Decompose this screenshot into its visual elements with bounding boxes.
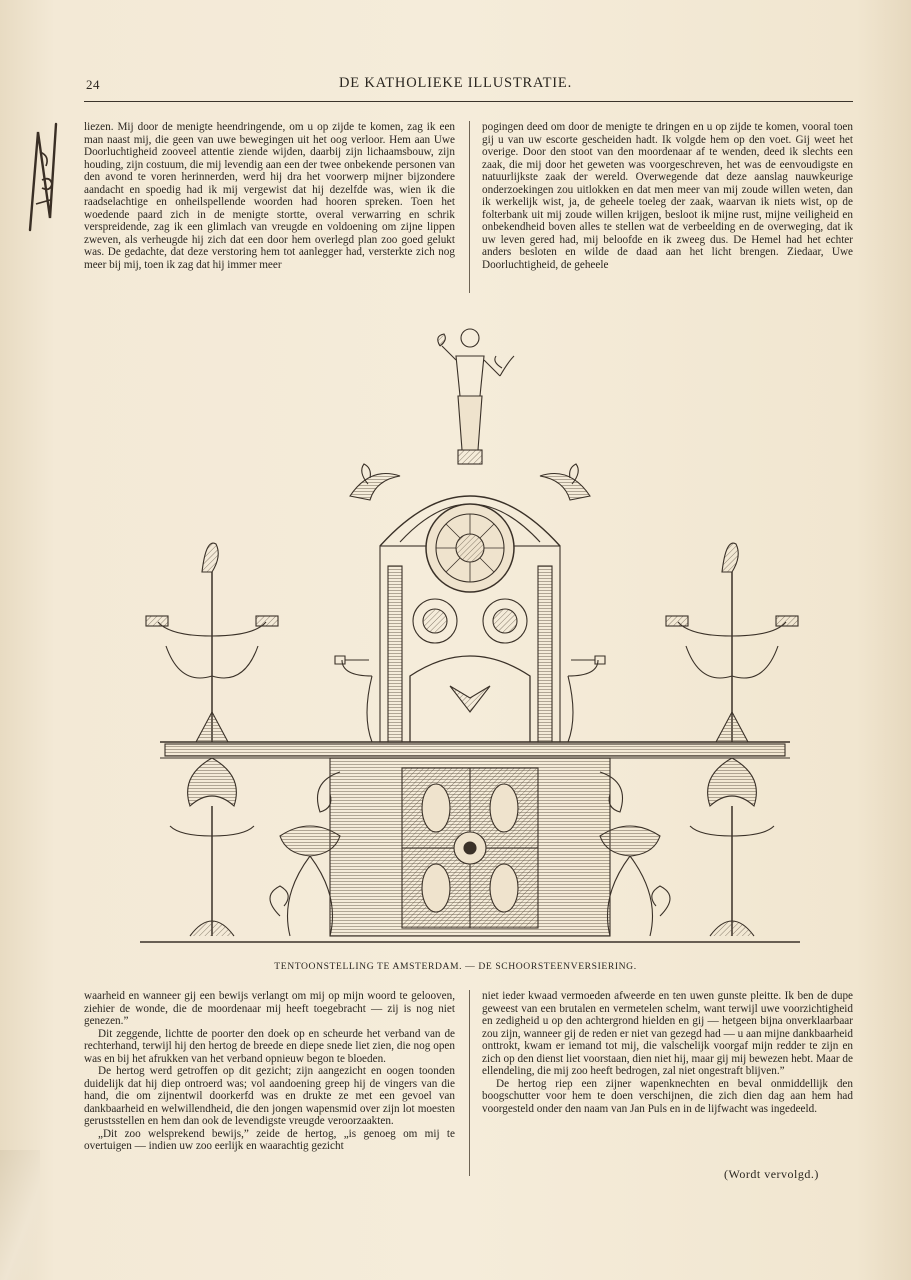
paragraph: De hertog werd getroffen op dit gezicht; zijn aangezicht en oogen toonden duidelijk dat hij diep ontroerd was; vol aandoening greep hij de vingers van die hand, die om zijnentwil doorkerfd was en drukte ze met een gevoel van dankbaarheid en welwillendheid, die den jongen wapensmid over zijn lot moesten gerustsstellen en hem dan ook de levendigste vreugde veroorzaakten. (84, 1065, 455, 1127)
handwritten-mark (22, 118, 62, 238)
paper-fold-edge (0, 1150, 40, 1280)
paragraph: De hertog riep een zijner wapenknechten en beval onmiddellijk den boogschutter voor hem te doen verschijnen, die zich dien dag aan hem had voorgesteld onder den naam van Jan Puls en in de lijfwacht was ingedeeld. (482, 1077, 853, 1115)
top-left-column (84, 121, 455, 271)
bottom-right-column (482, 990, 853, 1115)
illustration-caption: TENTOONSTELLING TE AMSTERDAM. — DE SCHOORSTEENVERSIERING. (274, 961, 637, 972)
bottom-left-column (84, 990, 455, 1153)
paragraph: liezen. Mij door de menigte heendringende, om u op zijde te komen, zag ik een man naast mij, die geen van uwe bewegingen uit het oog verloor. Hem aan Uwe Doorluchtigheid zooveel attentie ziende wijden, daarbij zijn lichaamsbouw, zijn houding, zijn costuum, die mij levendig aan een der twee onbekende personen van den avond te voren herinnerden, werd hij dra het voorwerp mijner bijzondere aandacht en spoedig had ik mij vergewist dat hij dezelfde was, wien ik die raadselachtige en onheilspellende woorden had hooren spreken. Toen het woedende paard zich in de menigte stortte, overal verwarring en schrik verspreidende, zag ik een glimlach van vreugde en voldoening om zijne lippen zweven, als verheugde hij zich dat een door hem overlegd plan zoo goed gelukt was. De gedachte, dat deze verstoring hem tot aanlegger had, versterkte zich nog meer bij mij, toen ik zag dat hij immer meer (84, 121, 455, 271)
continued-note: (Wordt vervolgd.) (724, 1167, 819, 1181)
paragraph: niet ieder kwaad vermoeden afweerde en ten uwen gunste pleitte. Ik ben de dupe geweest van een brutalen en vermetelen schelm, want terwijl uwe voorzichtigheid en zedigheid u op den achtergrond hielden en gij — hetgeen bijna onverklaarbaar zou zijn, wanneer gij de reden er niet van gezegd had — u aan mijne dankbaarheid onttrokt, kwam er iemand tot mij, die valschelijk voorgaf mijn redder te zijn en zich op den dienst liet voorstaan, dien niet hij, maar gij mij bewezen hebt. Maar de ellendeling, die mij zoo heeft bedrogen, zal niet ongestraft blijven.” (482, 990, 853, 1077)
header-rule (84, 101, 853, 102)
column-divider-bottom (469, 990, 470, 1176)
paragraph: waarheid en wanneer gij een bewijs verlangt om mij op mijn woord te gelooven, ziehier de wonde, die de moordenaar mij heeft toegebracht — zij is nog niet genezen.” (84, 990, 455, 1027)
paragraph: „Dit zoo welsprekend bewijs,” zeide de hertog, „is genoeg om mij te overtuigen — indien uw zoo eerlijk en waarachtig gezicht (84, 1127, 455, 1152)
column-divider-top (469, 121, 470, 293)
paragraph: pogingen deed om door de menigte te dringen en u op zijde te komen, vooral toen gij u van uw escorte gescheiden hadt. Ik volgde hem op den voet. Gij weet het overige. Door den stoot van den moordenaar af te wenden, deed ik slechts een zaak, die mij door het geweten was voorgeschreven, het was de eenvoudigste en natuurlijkste zaak der wereld. Overwegende dat deze aanslag nauwkeurige onderzoekingen zou uitlokken en dat men meer van mij zoude willen weten, dan ik werkelijk wist, ja, de geheele toeleg der zaak, waarvan ik niets wist, op de folterbank uit mij zoude willen krijgen, besloot ik mijne rust, mijne veiligheid en onbekendheid boven alles te stellen wat de verbeelding en de overweging, dat ik uw leven gered had, mij beloofde en ik zweeg dus. De Hemel had het echter anders besloten en wilde de daad aan het licht brengen. Ziedaar, Uwe Doorluchtigheid, de geheele (482, 121, 853, 271)
top-right-column (482, 121, 853, 271)
mantelpiece-engraving (140, 316, 800, 948)
page-title: DE KATHOLIEKE ILLUSTRATIE. (338, 75, 573, 91)
paragraph: Dit zeggende, lichtte de poorter den doek op en scheurde het verband van de rechterhand, terwijl hij den hertog de breede en diepe snede liet zien, die nog open was en bij het afrukken van het verband opnieuw begon te bloeden. (84, 1027, 455, 1065)
page-number: 24 (86, 77, 100, 92)
